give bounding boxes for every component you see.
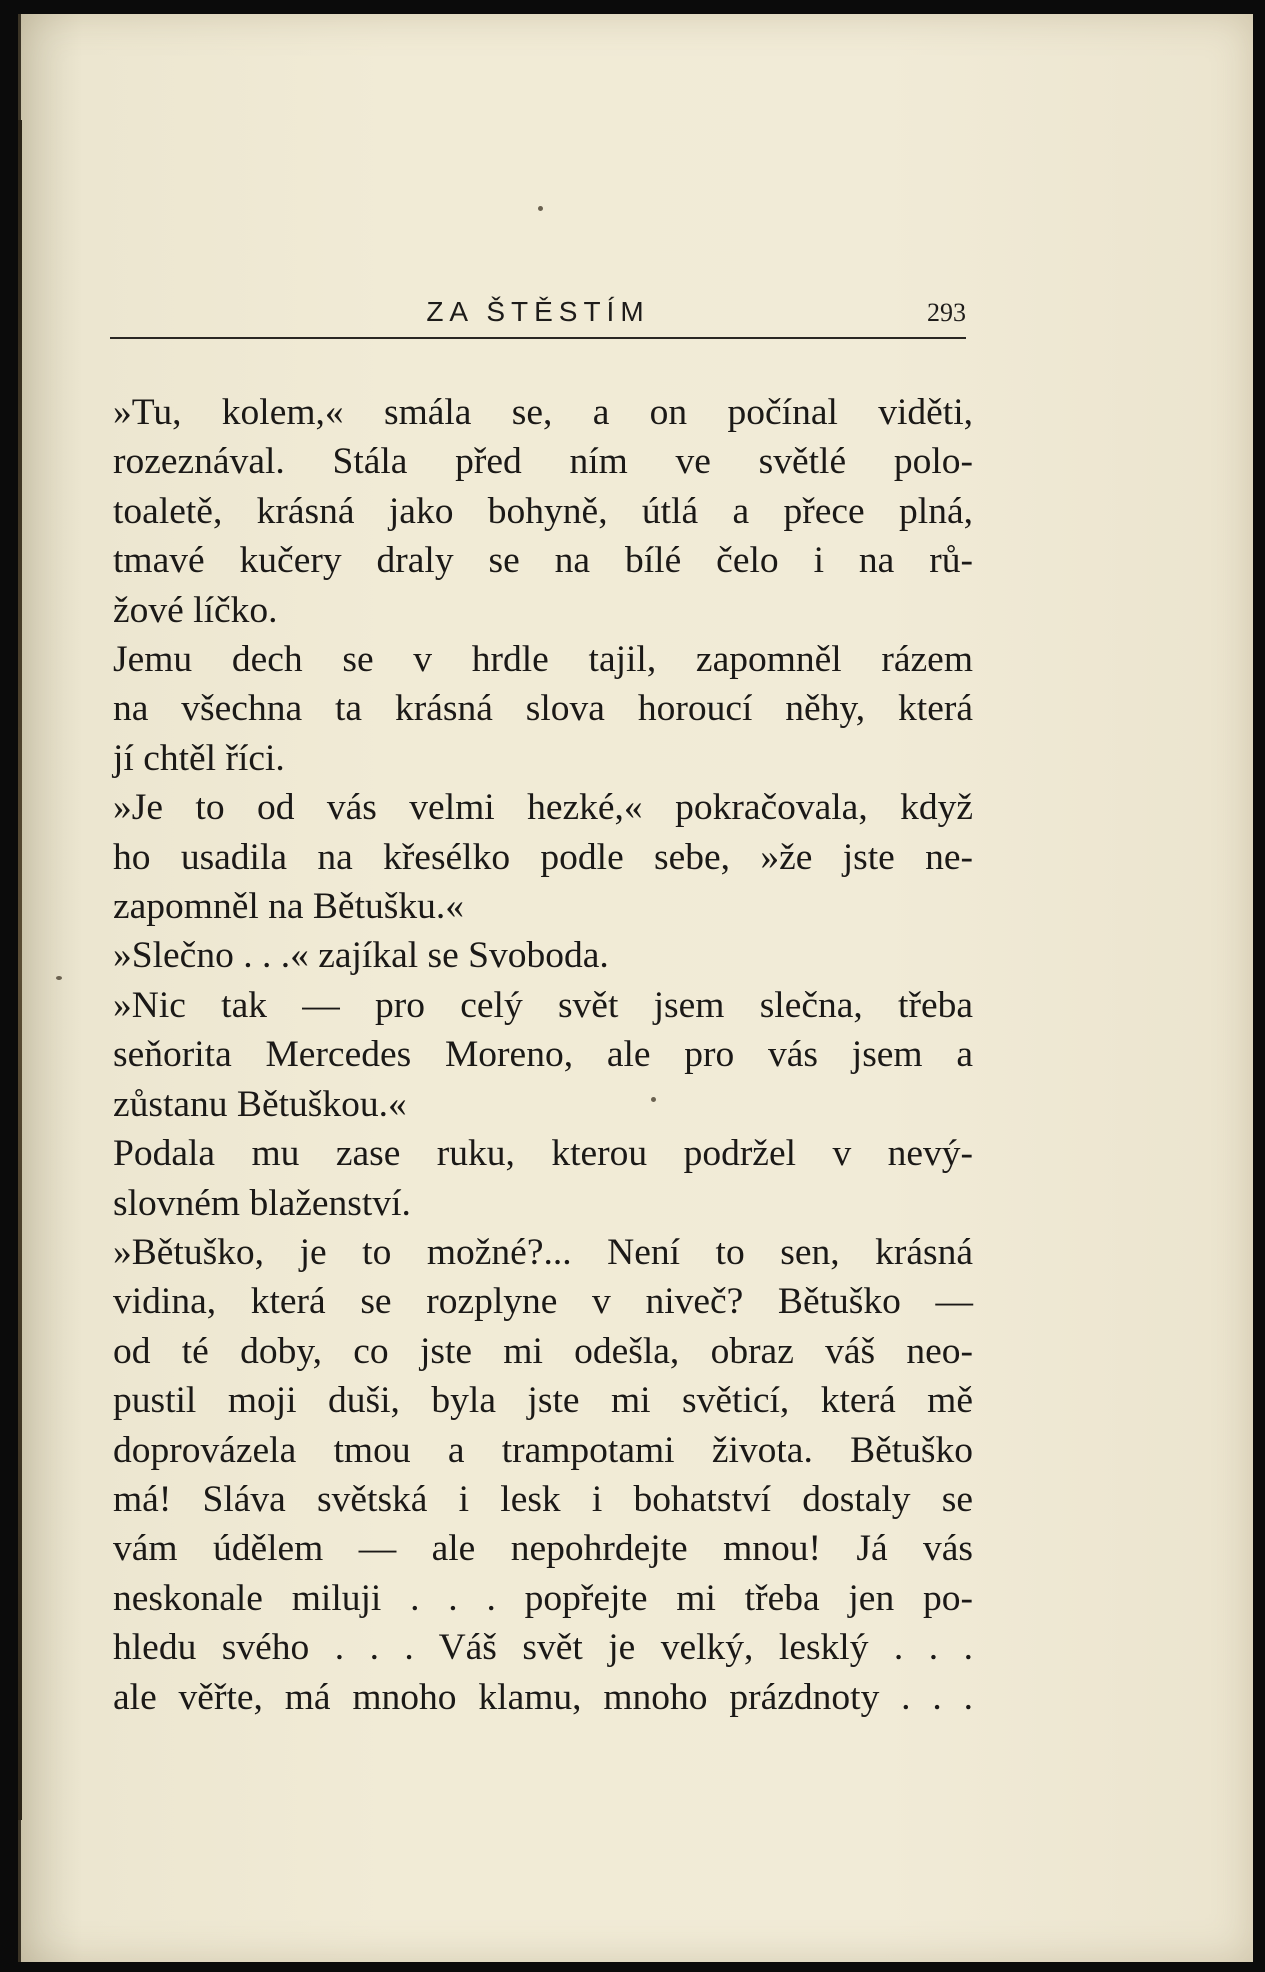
text-line: žové líčko. xyxy=(113,589,278,631)
text-line: Jemu dech se v hrdle tajil, zapomněl rázem xyxy=(113,639,973,681)
text-line: ale věřte, má mnoho klamu, mnoho prázdnoty . . . xyxy=(113,1676,973,1718)
text-line: »Bětuško, je to možné?... Není to sen, krásná xyxy=(113,1231,973,1273)
text-line: vám údělem — ale nepohrdejte mnou! Já vás xyxy=(113,1528,973,1570)
running-title: ZA ŠTĚSTÍM xyxy=(426,296,650,327)
header-rule xyxy=(110,337,966,339)
text-line: zapomněl na Bětušku.« xyxy=(113,886,464,928)
text-line: Podala mu zase ruku, kterou podržel v nevý- xyxy=(113,1133,973,1175)
text-line: seňorita Mercedes Moreno, ale pro vás jsem a xyxy=(113,1034,973,1076)
body-text xyxy=(113,388,973,1722)
text-line: »Tu, kolem,« smála se, a on počínal viděti, xyxy=(113,392,973,433)
text-line: »Slečno . . .« zajíkal se Svoboda. xyxy=(113,935,609,977)
page-number: 293 xyxy=(927,298,966,327)
running-header xyxy=(110,296,966,336)
text-line: jí chtěl říci. xyxy=(113,737,285,779)
text-line: toaletě, krásná jako bohyně, útlá a přece plná, xyxy=(113,490,973,532)
text-line: na všechna ta krásná slova horoucí něhy, která xyxy=(113,688,973,730)
text-line: rozeznával. Stála před ním ve světlé polo- xyxy=(113,441,973,483)
binding-edge xyxy=(18,120,22,1820)
text-line: tmavé kučery draly se na bílé čelo i na rů- xyxy=(113,540,973,582)
text-line: má! Sláva světská i lesk i bohatství dostaly se xyxy=(113,1478,973,1520)
paper-speck xyxy=(538,206,543,211)
text-line: hledu svého . . . Váš svět je velký, lesklý . . . xyxy=(113,1627,973,1669)
text-line: vidina, která se rozplyne v niveč? Bětuško — xyxy=(113,1281,973,1323)
text-line: neskonale miluji . . . popřejte mi třeba jen po- xyxy=(113,1577,973,1619)
text-line: ho usadila na křesélko podle sebe, »že jste ne- xyxy=(113,836,973,878)
text-line: zůstanu Bětuškou.« xyxy=(113,1083,407,1125)
paper-speck xyxy=(56,976,62,980)
text-line: »Je to od vás velmi hezké,« pokračovala, když xyxy=(113,787,973,829)
text-line: od té doby, co jste mi odešla, obraz váš neo- xyxy=(113,1330,973,1372)
text-line: pustil moji duši, byla jste mi světicí, která mě xyxy=(113,1380,973,1422)
text-line: »Nic tak — pro celý svět jsem slečna, třeba xyxy=(113,984,973,1026)
text-line: slovném blaženství. xyxy=(113,1182,411,1224)
text-line: doprovázela tmou a trampotami života. Bětuško xyxy=(113,1429,973,1471)
